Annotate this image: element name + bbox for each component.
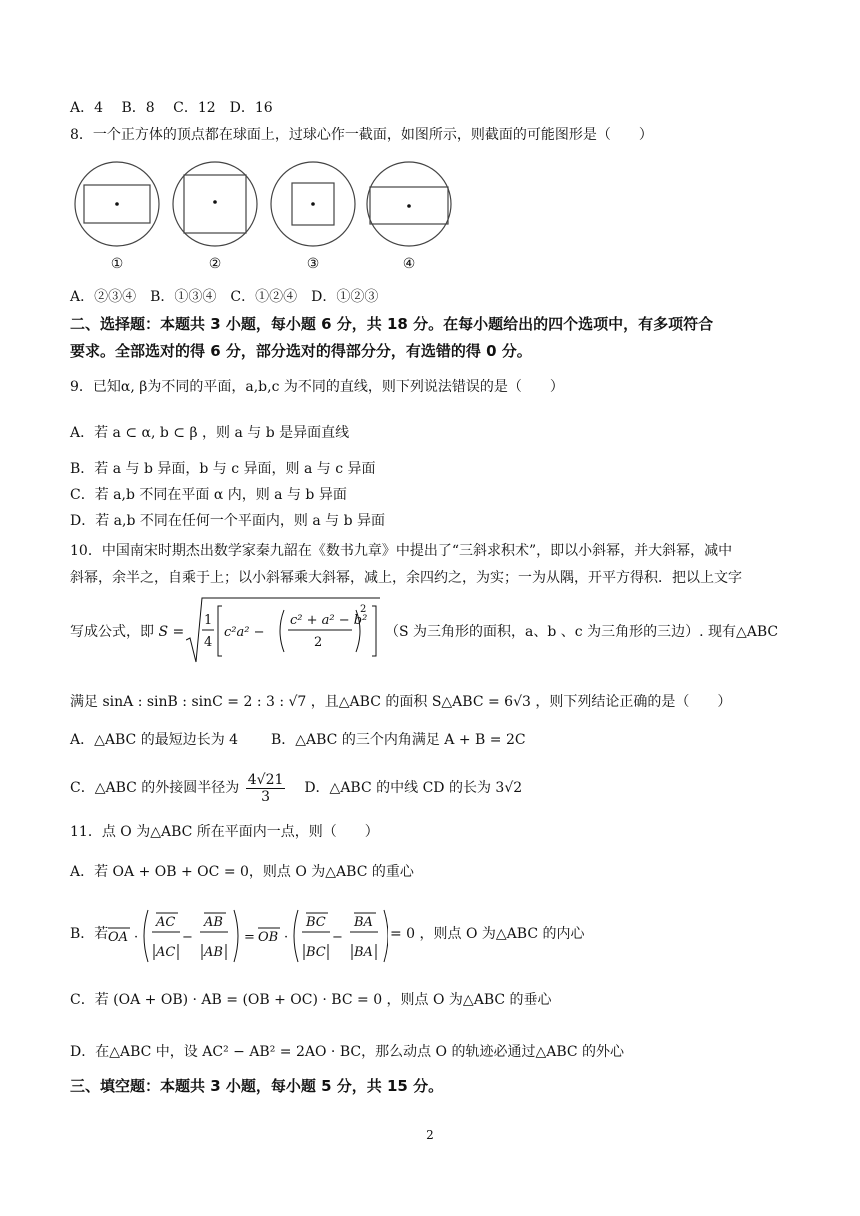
- q10-line-1: 10．中国南宋时期杰出数学家秦九韶在《数书九章》中提出了“三斜求积术”，即以小斜幂，并大斜幂，减中: [70, 543, 733, 559]
- heron-formula: [186, 596, 382, 666]
- q9-option-d: D．若 a,b 不同在任何一个平面内，则 a 与 b 异面: [70, 513, 385, 529]
- svg-text:AC: AC: [156, 945, 176, 960]
- q9-option-a: A．若 a ⊂ α, b ⊂ β ，则 a 与 b 是异面直线: [70, 425, 350, 441]
- svg-text:−: −: [332, 930, 343, 945]
- q8-options: A．②③④ B．①③④ C．①②④ D．①②③: [70, 289, 379, 305]
- svg-text:AB: AB: [204, 915, 223, 930]
- q7-options: A．4 B．8 C．12 D．16: [70, 100, 273, 116]
- svg-text:BC: BC: [306, 915, 326, 930]
- q10-line-3-tail: （S 为三角形的面积，a、b 、c 为三角形的三边）. 现有△ABC: [385, 624, 779, 640]
- svg-text:=: =: [244, 930, 255, 945]
- q9-stem: 9．已知α, β为不同的平面，a,b,c 为不同的直线，则下列说法错误的是（ ）: [70, 379, 564, 395]
- svg-text:OA: OA: [108, 930, 129, 945]
- q10-line-3: [70, 622, 184, 642]
- svg-text:·: ·: [134, 930, 139, 945]
- svg-text:−: −: [182, 930, 193, 945]
- q10-options-cd: [70, 770, 522, 806]
- q10-option-b: B．△ABC 的三个内角满足 A + B = 2C: [270, 732, 526, 748]
- caption-3: ③: [306, 256, 320, 272]
- svg-text:BA: BA: [354, 945, 373, 960]
- q11-option-b-pre: B．若: [70, 926, 109, 942]
- q10-formula-intro: 写成公式，即: [70, 624, 154, 640]
- q11-option-d: D．在△ABC 中，设 AC² − AB² = 2AO · BC，那么动点 O 的轨迹必通过△ABC 的外心: [70, 1044, 625, 1060]
- caption-2: ②: [208, 256, 222, 272]
- section2-heading-1: 二、选择题：本题共 3 小题，每小题 6 分，共 18 分。在每小题给出的四个选项中，有多项符合: [70, 315, 714, 333]
- sphere-sections-diagram: [70, 158, 470, 258]
- q10-line-4: 满足 sinA : sinB : sinC = 2 : 3 : √7 ，且△ABC 的面积 S△ABC = 6√3 ，则下列结论正确的是（ ）: [70, 694, 732, 710]
- q11-stem: 11．点 O 为△ABC 所在平面内一点，则（ ）: [70, 824, 379, 840]
- q11-option-c: C．若 (OA + OB) · AB = (OB + OC) · BC = 0 ，则点 O 为△ABC 的垂心: [70, 992, 552, 1008]
- q11-option-b-formula: [108, 904, 388, 968]
- q8-figure: [70, 158, 470, 278]
- svg-text:AB: AB: [204, 945, 223, 960]
- svg-text:c² + a² − b²: c² + a² − b²: [290, 613, 368, 628]
- svg-text:4: 4: [204, 635, 213, 650]
- q11-option-a: A．若 OA + OB + OC = 0，则点 O 为△ABC 的重心: [70, 864, 414, 880]
- q11-option-b-post: = 0 ，则点 O 为△ABC 的内心: [390, 926, 585, 942]
- svg-text:2: 2: [360, 604, 367, 615]
- q9-option-c: C．若 a,b 不同在平面 α 内，则 a 与 b 异面: [70, 487, 347, 503]
- q10-option-a: A．△ABC 的最短边长为 4: [70, 732, 239, 748]
- page-number: 2: [426, 1128, 434, 1142]
- q9-option-b: B．若 a 与 b 异面，b 与 c 异面，则 a 与 c 异面: [70, 461, 376, 477]
- svg-text:BC: BC: [306, 945, 326, 960]
- q10-formula-s: S =: [158, 624, 185, 640]
- svg-text:c²a² −: c²a² −: [224, 625, 265, 640]
- svg-text:2: 2: [314, 635, 323, 650]
- q10-option-c-fraction: [246, 772, 286, 805]
- fraction-numerator: 4√21: [247, 771, 284, 788]
- fraction-denominator: 3: [261, 788, 271, 805]
- q10-options-ab: [70, 730, 526, 750]
- svg-text:BA: BA: [354, 915, 373, 930]
- q10-option-d: D．△ABC 的中线 CD 的长为 3√2: [304, 780, 523, 796]
- svg-text:·: ·: [284, 930, 289, 945]
- q10-option-c-text: C．△ABC 的外接圆半径为: [70, 780, 240, 796]
- section2-heading-2: 要求。全部选对的得 6 分，部分选对的得部分分，有选错的得 0 分。: [70, 342, 532, 360]
- svg-text:1: 1: [204, 613, 213, 628]
- caption-1: ①: [110, 256, 124, 272]
- caption-4: ④: [402, 256, 416, 272]
- svg-text:OB: OB: [258, 930, 279, 945]
- q8-stem: 8．一个正方体的顶点都在球面上，过球心作一截面，如图所示，则截面的可能图形是（ ）: [70, 127, 653, 143]
- section3-heading: 三、填空题：本题共 3 小题，每小题 5 分，共 15 分。: [70, 1077, 444, 1095]
- svg-text:AC: AC: [156, 915, 176, 930]
- q10-line-2: 斜幂，余半之，自乘于上；以小斜幂乘大斜幂，减上，余四约之，为实；一为从隅，开平方得积．把以上文字: [70, 570, 742, 586]
